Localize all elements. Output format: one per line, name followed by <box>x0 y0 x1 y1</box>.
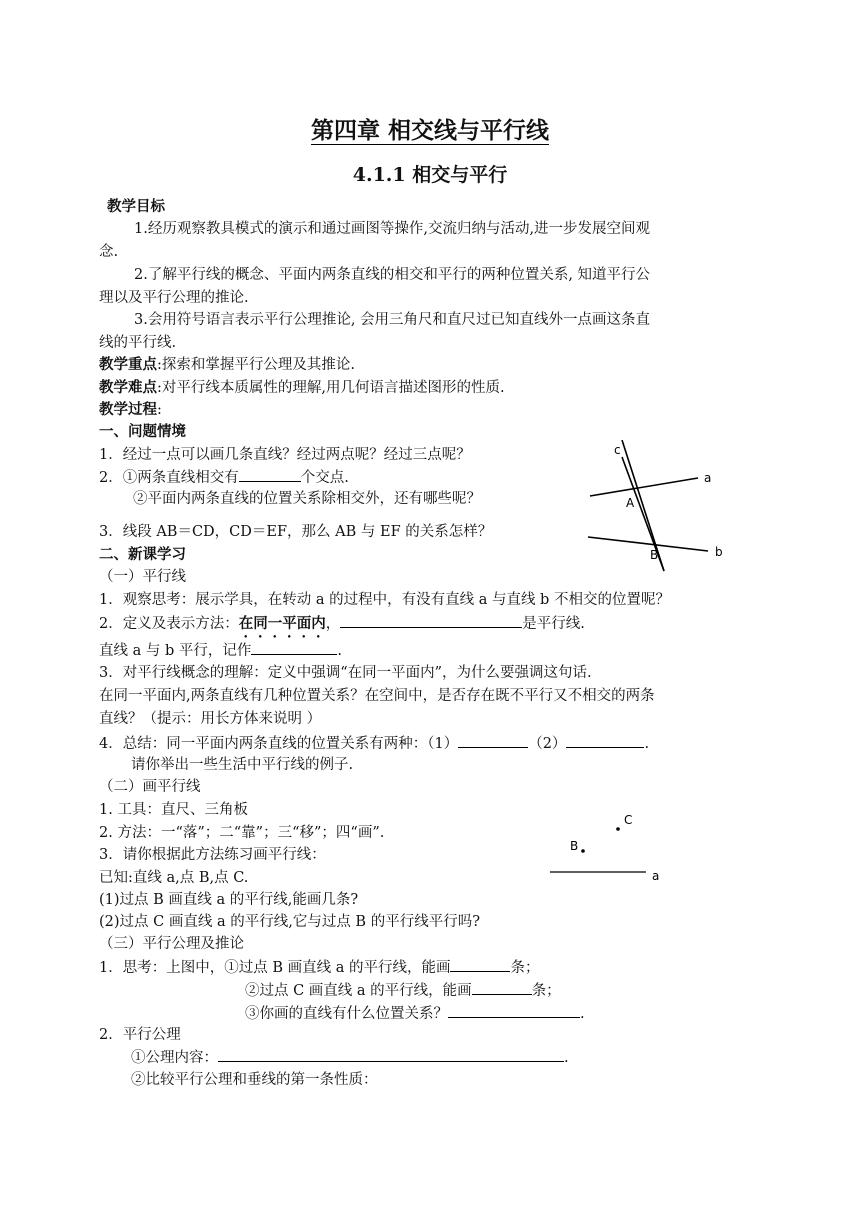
difficulty: 教学难点:对平行线本质属性的理解,用几何语言描述图形的性质. <box>99 379 505 396</box>
blank[interactable] <box>448 1003 580 1018</box>
goal-3-line-2: 线的平行线. <box>99 335 177 351</box>
line-notation: 直线 a 与 b 平行，记作 . <box>99 640 342 661</box>
line-method: 2. 方法：一“落”；二“靠”；三“移”；四“画”. <box>99 825 385 841</box>
label-c: c <box>614 443 621 457</box>
question-3: 3．线段 AB＝CD，CD＝EF，那么 AB 与 EF 的关系怎样？ <box>99 524 493 540</box>
subsection-2: （二）画平行线 <box>99 779 201 795</box>
blank[interactable] <box>458 733 528 748</box>
goals-heading: 教学目标 <box>107 198 165 215</box>
label-A: A <box>626 496 635 510</box>
line-task-1: (1)过点 B 画直线 a 的平行线,能画几条? <box>99 892 359 908</box>
chapter-title: 第四章 相交线与平行线 <box>310 117 549 144</box>
subsection-1: （一）平行线 <box>99 569 186 585</box>
line-axiom: 2．平行公理 <box>99 1027 181 1043</box>
label-a2: a <box>652 869 660 883</box>
question-1: 1．经过一点可以画几条直线？经过两点呢？经过三点呢？ <box>99 447 471 463</box>
blank[interactable] <box>218 1047 564 1062</box>
blank[interactable] <box>472 980 532 995</box>
goal-1-line-2: 念. <box>99 244 119 260</box>
label-b: b <box>715 545 723 559</box>
blank[interactable] <box>566 733 644 748</box>
line-examples: 请你举出一些生活中平行线的例子. <box>131 757 354 773</box>
section-title: 4.1.1 相交与平行 <box>352 164 508 186</box>
line-compare: ②比较平行公理和垂线的第一条性质： <box>131 1072 378 1088</box>
line-given: 已知:直线 a,点 B,点 C. <box>99 870 249 886</box>
line-definition: 2．定义及表示方法：在同一平面内， 是平行线. <box>99 615 585 632</box>
part1-heading: 一、问题情境 <box>99 423 186 440</box>
blank[interactable] <box>340 613 522 628</box>
label-a: a <box>704 471 712 485</box>
line-observe: 1．观察思考：展示学具，在转动 a 的过程中，有没有直线 a 与直线 b 不相交的位置呢？ <box>99 592 670 608</box>
blank[interactable] <box>450 957 510 972</box>
label-B: B <box>650 548 659 562</box>
goal-2-line-2: 理以及平行公理的推论. <box>99 290 249 306</box>
line-practice: 3．请你根据此方法练习画平行线： <box>99 847 326 863</box>
line-a <box>590 478 698 496</box>
line-understanding: 3．对平行线概念的理解：定义中强调“在同一平面内”，为什么要强调这句话. <box>99 665 592 681</box>
subsection-3: （三）平行公理及推论 <box>99 936 244 952</box>
goal-2-line-1: 2.了解平行线的概念、平面内两条直线的相交和平行的两种位置关系, 知道平行公 <box>134 267 651 283</box>
line-b <box>588 537 708 551</box>
label-B2: B <box>570 839 579 853</box>
blank[interactable] <box>239 467 301 482</box>
question-2: 2．①两条直线相交有 个交点. <box>99 467 349 488</box>
process: 教学过程: <box>99 401 162 418</box>
line-hint: 直线？（提示：用长方体来说明 ） <box>99 711 322 727</box>
line-summary: 4．总结：同一平面内两条直线的位置关系有两种：（1） （2） . <box>99 733 649 754</box>
label-C: C <box>624 813 633 827</box>
line-axiom-content: ①公理内容： . <box>131 1047 569 1068</box>
line-think-2: ②过点 C 画直线 a 的平行线，能画 条； <box>245 980 561 1001</box>
line-tools: 1. 工具：直尺、三角板 <box>99 802 248 818</box>
line-think-3: ③你画的直线有什么位置关系？ . <box>245 1003 585 1024</box>
line-question: 在同一平面内,两条直线有几种位置关系？在空间中，是否存在既不平行又不相交的两条 <box>99 688 655 704</box>
intersecting-lines-figure <box>580 440 730 575</box>
line-task-2: (2)过点 C 画直线 a 的平行线,它与过点 B 的平行线平行吗? <box>99 914 480 930</box>
point-B <box>581 849 585 853</box>
part2-heading: 二、新课学习 <box>99 546 186 563</box>
goal-1-line-1: 1.经历观察教具模式的演示和通过画图等操作,交流归纳与活动,进一步发展空间观 <box>134 221 651 237</box>
point-C <box>616 827 620 831</box>
point-line-figure <box>545 808 675 884</box>
line-think-1: 1．思考：上图中，①过点 B 画直线 a 的平行线，能画 条； <box>99 957 539 978</box>
blank[interactable] <box>251 640 337 655</box>
goal-3-line-1: 3.会用符号语言表示平行公理推论, 会用三角尺和直尺过已知直线外一点画这条直 <box>134 312 651 328</box>
question-2b: ②平面内两条直线的位置关系除相交外，还有哪些呢？ <box>133 491 481 507</box>
key-point: 教学重点:探索和掌握平行公理及其推论. <box>99 356 355 373</box>
